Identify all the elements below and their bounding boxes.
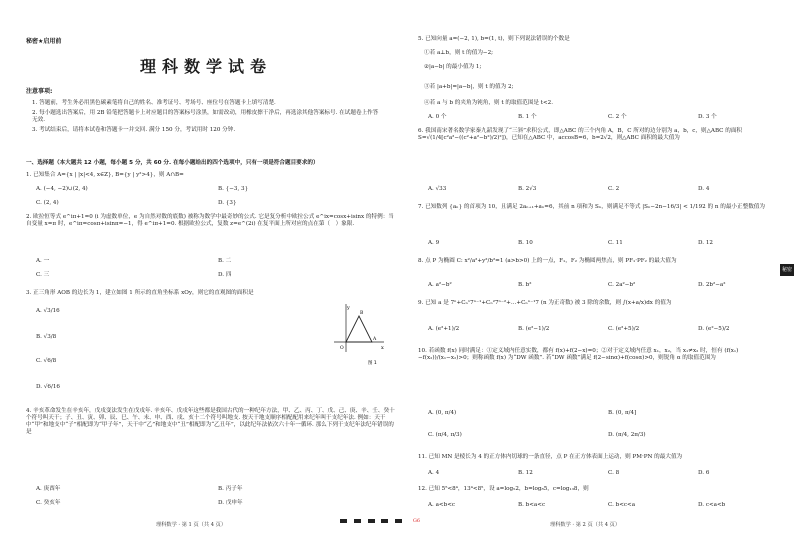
question-10	[418, 348, 770, 362]
option: C. b<c<a	[608, 502, 636, 508]
option: D. (π/4, 2π/3)	[608, 432, 646, 438]
triangle-figure	[326, 302, 386, 372]
option: A. √3/16	[36, 308, 60, 314]
question-text: 4. 辛亥革命发生在辛亥年，戊戌变法发生在戊戌年. 辛亥年、戊戌年这些都是我国古代的一种纪年方法，甲、乙、丙、丁、戊、己、庚、辛、壬、癸十个符号叫天干；子、丑、寅、卯、辰、巳、午、未、申、酉、戌、亥十二个符号叫地支. 按天干地支顺序相配配用来纪年叫干支纪年法. 例如：天干中“甲”和地支中“子”相配即为“甲子年”，天干中“乙”和地支中“丑”相配即为“乙丑年”，以此纪年法依次六十年一循环. 那么下列干支纪年法纪年错误的是	[26, 408, 395, 435]
option: D. 3 个	[698, 114, 717, 120]
option: A. 9	[428, 240, 440, 246]
page-title: 理科数学试卷	[139, 57, 272, 76]
option: D. (e²−5)/2	[698, 326, 730, 332]
question-7	[418, 204, 770, 211]
notice-item: 2. 每小题选出答案后，用 2B 铅笔把答题卡上对应题目的答案标号涂黑，如需改动，用橡皮擦干净后，再选涂其他答案标号. 在试题卷上作答无效.	[32, 110, 379, 123]
question-12	[418, 486, 770, 493]
question-text: 5. 已知向量 a=(−2, 1), b=(1, t)，则下列说法错误的个数是	[418, 36, 570, 42]
option: D. {3}	[218, 200, 237, 206]
option: B. b<a<c	[518, 502, 546, 508]
option: B. 二	[218, 258, 232, 264]
option: B. (0, π/4]	[608, 410, 637, 416]
option: B. {−3, 3}	[218, 186, 249, 192]
marker-square-icon	[368, 519, 375, 523]
option: A. (0, π/4)	[428, 410, 457, 416]
option: B. 1 个	[518, 114, 537, 120]
option: B. √3/8	[36, 334, 57, 340]
vertex-label-o: O	[340, 346, 344, 351]
option: C. 三	[36, 272, 50, 278]
option: C. 8	[608, 470, 620, 476]
option: A. a<b<c	[428, 502, 456, 508]
statement: ③若 |a+b|=|a−b|，则 t 的值为 2;	[424, 84, 514, 90]
option: C. 2 个	[608, 114, 627, 120]
statement: ②|a−b| 的最小值为 1;	[424, 64, 482, 70]
question-6	[418, 128, 770, 142]
option: C. 11	[608, 240, 623, 246]
question-8	[418, 258, 770, 265]
option: D. 6	[698, 470, 710, 476]
option: A. (e²+1)/2	[428, 326, 460, 332]
option: D. √6/16	[36, 384, 60, 390]
option: D. 戊申年	[218, 500, 243, 506]
option: B. 10	[518, 240, 533, 246]
option: D. 4	[698, 186, 710, 192]
option: D. 12	[698, 240, 713, 246]
question-text: 11. 已知 MN 是棱长为 4 的正方体内切球的一条直径，点 P 在正方体表面上运动，则 PM·PN 的最大值为	[418, 454, 683, 460]
marker-square-icon	[395, 519, 402, 523]
center-mark: G6	[412, 518, 421, 524]
question-text: 3. 正三角形 AOB 的边长为 1，建立如图 1 所示的直角坐标系 xOy，则它的直观图的面积是	[26, 290, 254, 296]
page-footer: 理科数学 · 第 1 页（共 4 页）	[156, 522, 227, 528]
option: A. 庚酉年	[36, 486, 61, 492]
option: D. 四	[218, 272, 232, 278]
side-tab: 秘密	[780, 264, 794, 276]
axis-label-y: y	[347, 305, 350, 311]
notice-heading: 注意事项:	[26, 88, 53, 95]
notice-item: 3. 考试结束后，请将本试卷和答题卡一并交回. 满分 150 分，考试用时 120 分钟.	[32, 127, 236, 133]
question-text: 8. 点 P 为椭圆 C: x²/a²+y²/b²=1 (a>b>0) 上的一点，F₁，F₂ 为椭圆两焦点，则 PF₁·PF₂ 的最大值为	[418, 258, 677, 264]
question-text: 10. 若函数 f(x) 同时满足：①定义域内任意实数，都有 f(x)+f(2−x)=0；②对于定义域内任意 x₁，x₂，当 x₁≠x₂ 时，恒有 (f(x₁)−f(x₂))/(x₁−x₂)>0；则称函数 f(x) 为“DW 函数”. 若“DW 函数”满足 f(2−sinα)+f(cosα)>0，则锐角 α 的取值范围为	[418, 348, 739, 361]
question-text: 12. 已知 5⁵<8⁴，13⁴<8⁵，设 a=log₅2，b=log₈5，c=log₁₃8，则	[418, 486, 589, 492]
left-page	[26, 0, 406, 544]
marker-square-icon	[340, 519, 347, 523]
option: A. a²−b²	[428, 282, 452, 288]
option: A. 4	[428, 470, 440, 476]
question-text: 9. 已知 a 是 7ⁿ+Cₙ¹7ⁿ⁻¹+Cₙ²7ⁿ⁻²+…+Cₙⁿ⁻¹7 (n 为正奇数) 被 3 除的余数，则 ∫(x+a/x)dx 的值为	[418, 300, 672, 306]
question-text: 6. 我国南宋著名数学家秦九韶发现了“三斜”求积公式，即△ABC 的三个内角 A，B，C 所对的边分别为 a，b，c，则△ABC 的面积 S=√(1/4[c²a²−((c²+a²−b²)/2)²])，已知在△ABC 中，accosB=6，b=2√2，则△ABC 面积的最大值为	[418, 128, 743, 141]
question-text: 1. 已知集合 A={x | |x|<4, x∈Z}, B={y | y²>4}，则 A∩B=	[26, 172, 184, 178]
vertex-label-a: A	[373, 337, 377, 342]
secret-label: 秘密★启用前	[26, 38, 62, 45]
option: D. 2b²−a²	[698, 282, 726, 288]
option: B. 12	[518, 470, 533, 476]
marker-square-icon	[381, 519, 388, 523]
question-5	[418, 36, 768, 43]
option: A. 0 个	[428, 114, 447, 120]
page-footer: 理科数学 · 第 2 页（共 4 页）	[550, 522, 621, 528]
option: A. √33	[428, 186, 447, 192]
option: C. (π/4, π/3)	[428, 432, 462, 438]
question-text: 2. 欧拉恒等式 e^iπ+1=0 (i 为虚数单位，e 为自然对数的底数) 被称为数学中最奇妙的公式. 它是复分析中欧拉公式 e^ix=cosx+isinx 的特例：当自变量 x=π 时，e^iπ=cosπ+isinπ=−1，得 e^iπ+1=0. 根据欧拉公式，复数 z=e^(2i) 在复平面上所对应的点在第（ ）象限.	[26, 214, 394, 227]
statement: ①若 a⊥b，则 t 的值为−2;	[424, 50, 494, 56]
question-11	[418, 454, 770, 461]
marker-square-icon	[354, 519, 361, 523]
option: C. (e²+5)/2	[608, 326, 640, 332]
vertex-label-b: B	[360, 311, 364, 316]
figure-caption: 图 1	[368, 361, 377, 366]
option: C. √6/8	[36, 358, 57, 364]
question-1	[26, 172, 396, 179]
question-text: 7. 已知数列 {aₙ} 的首项为 10，且满足 2aₙ₊₁+aₙ=6，其前 n 项和为 Sₙ，则满足不等式 |Sₙ−2n−16/3| < 1/192 的 n 的最小正整数值为	[418, 204, 765, 210]
option: A. 一	[36, 258, 50, 264]
option: D. c<a<b	[698, 502, 726, 508]
option: C. 2a²−b²	[608, 282, 636, 288]
question-4	[26, 408, 396, 436]
option: C. 2	[608, 186, 620, 192]
option: A. (−4, −2)∪(2, 4)	[36, 186, 88, 192]
option: B. 丙子年	[218, 486, 243, 492]
question-2	[26, 214, 396, 228]
question-9	[418, 300, 770, 307]
right-page	[418, 0, 780, 544]
option: B. (e²−1)/2	[518, 326, 550, 332]
option: C. (2, 4)	[36, 200, 59, 206]
option: C. 癸亥年	[36, 500, 61, 506]
statement: ④若 a 与 b 的夹角为钝角，则 t 的取值范围是 t<2.	[424, 100, 553, 106]
question-3	[26, 290, 396, 297]
option: B. b²	[518, 282, 532, 288]
option: B. 2√3	[518, 186, 537, 192]
notice-item: 1. 答题前，考生务必用黑色碳素笔将自己的姓名、准考证号、考场号、座位号在答题卡上填写清楚.	[32, 100, 276, 106]
section-heading: 一、选择题（本大题共 12 小题，每小题 5 分，共 60 分. 在每小题给出的四个选项中，只有一项是符合题目要求的）	[26, 160, 319, 166]
axis-label-x: x	[381, 345, 384, 351]
